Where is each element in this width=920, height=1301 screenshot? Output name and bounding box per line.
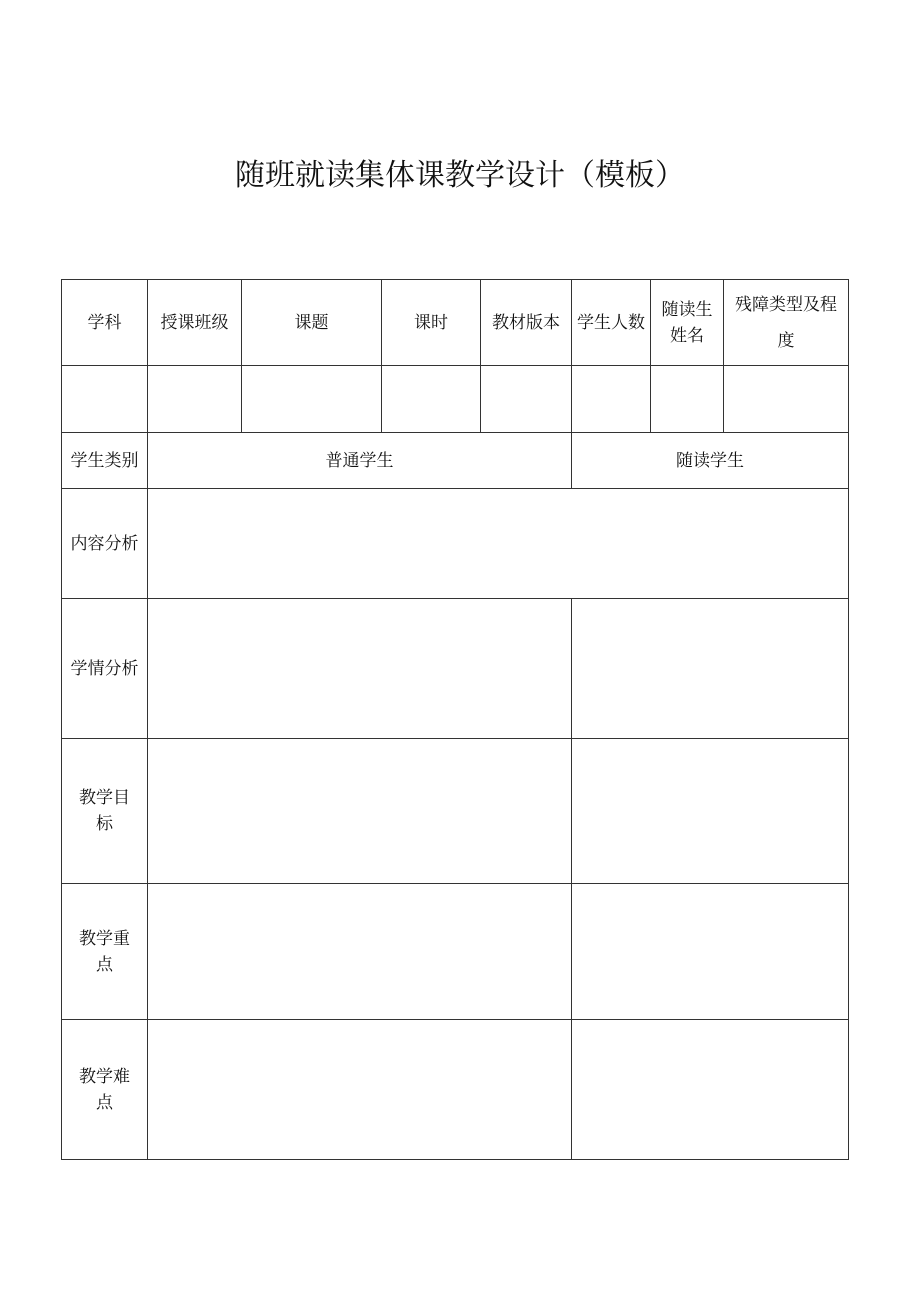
difficulties-label-line1: 教学难 (79, 1066, 130, 1087)
header-disability-line2: 度 (777, 330, 795, 351)
difficulties-regular-field[interactable] (148, 1020, 572, 1160)
value-period[interactable] (382, 366, 481, 433)
value-subject[interactable] (62, 366, 148, 433)
teaching-goals-row (62, 739, 849, 884)
content-analysis-label: 内容分析 (62, 489, 148, 599)
teaching-goals-label-line2: 标 (96, 814, 113, 834)
content-analysis-field[interactable] (148, 489, 849, 599)
difficulties-inclusive-field[interactable] (572, 1020, 849, 1160)
learner-analysis-regular-field[interactable] (148, 599, 572, 739)
difficulties-row (62, 1020, 849, 1160)
key-points-label (62, 884, 148, 1020)
learner-analysis-inclusive-field[interactable] (572, 599, 849, 739)
inclusive-students-heading: 随读学生 (572, 433, 849, 489)
difficulties-label (62, 1020, 148, 1160)
key-points-inclusive-field[interactable] (572, 884, 849, 1020)
header-row (62, 280, 849, 366)
header-inclusive-student-name (651, 280, 724, 366)
value-student-count[interactable] (572, 366, 651, 433)
teaching-goals-inclusive-field[interactable] (572, 739, 849, 884)
value-class[interactable] (148, 366, 242, 433)
teaching-goals-regular-field[interactable] (148, 739, 572, 884)
learner-analysis-row (62, 599, 849, 739)
value-textbook[interactable] (481, 366, 572, 433)
lesson-design-table (61, 279, 849, 1160)
content-analysis-row (62, 489, 849, 599)
value-disability[interactable] (724, 366, 849, 433)
key-points-label-line2: 点 (96, 954, 113, 975)
header-disability (724, 280, 849, 366)
value-inclusive-student-name[interactable] (651, 366, 724, 433)
regular-students-heading: 普通学生 (148, 433, 572, 489)
header-student-count: 学生人数 (572, 280, 651, 366)
teaching-goals-label-line1: 教学目 (79, 788, 130, 808)
value-topic[interactable] (242, 366, 382, 433)
document-title: 随班就读集体课教学设计（模板） (235, 158, 685, 193)
header-subject: 学科 (62, 280, 148, 366)
header-disability-line1: 残障类型及程 (735, 294, 837, 315)
header-topic: 课题 (242, 280, 382, 366)
key-points-row (62, 884, 849, 1020)
key-points-regular-field[interactable] (148, 884, 572, 1020)
student-category-label: 学生类别 (62, 433, 148, 489)
key-points-label-line1: 教学重 (79, 928, 130, 949)
header-period: 课时 (382, 280, 481, 366)
header-values-row (62, 366, 849, 433)
header-textbook: 教材版本 (481, 280, 572, 366)
header-class: 授课班级 (148, 280, 242, 366)
header-inclusive-student-name-line1: 随读生 (661, 299, 713, 320)
teaching-goals-label (62, 739, 148, 884)
student-category-row (62, 433, 849, 489)
learner-analysis-label: 学情分析 (62, 599, 148, 739)
header-inclusive-student-name-line2: 姓名 (670, 325, 704, 346)
difficulties-label-line2: 点 (96, 1092, 113, 1113)
